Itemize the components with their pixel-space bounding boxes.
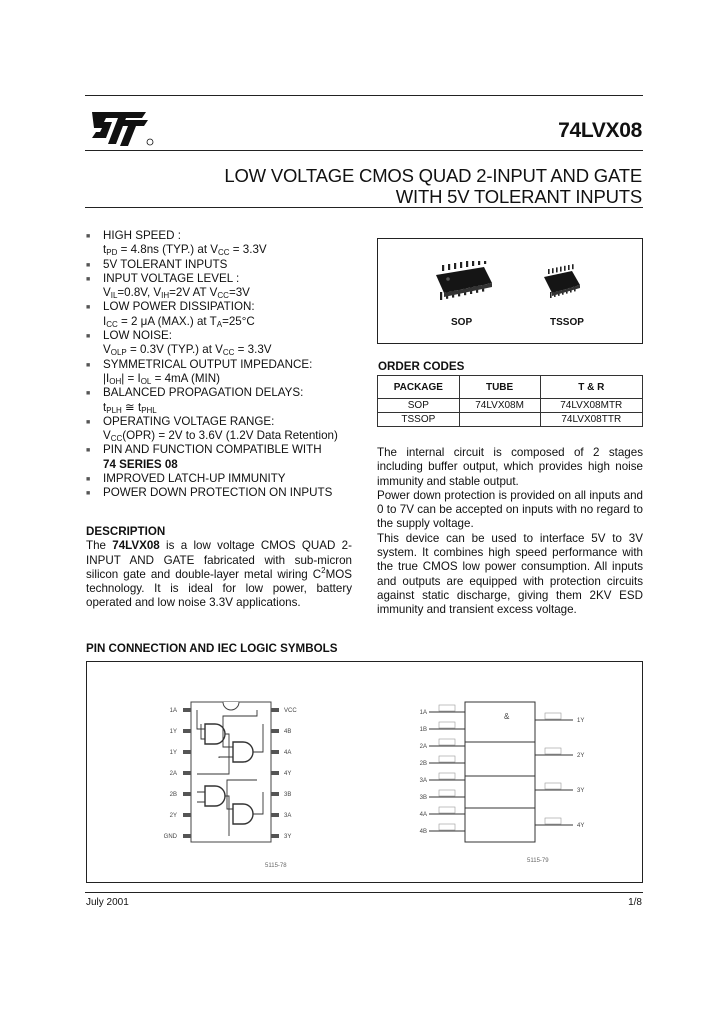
feature-detail: $V_{OLP} = 0.3V$ (TYP.) at $V_{CC} = 3.3V$ — [103, 343, 272, 358]
iec-input-label: 1A — [419, 710, 427, 716]
top-rule — [85, 95, 643, 96]
iec-pin-number-box — [439, 722, 455, 728]
feature-title: PIN AND FUNCTION COMPATIBLE WITH — [103, 443, 322, 457]
dip-pin — [271, 708, 279, 712]
feature-title: LOW NOISE: — [103, 329, 172, 343]
feature-item — [86, 486, 366, 500]
pin-label: 4B — [284, 729, 292, 735]
tssop-package-image — [538, 263, 588, 303]
bullet-icon: ■ — [86, 275, 91, 283]
feature-item — [86, 443, 366, 472]
bullet-icon: ■ — [86, 361, 91, 369]
bullet-icon: ■ — [86, 418, 91, 426]
iec-pin-number-box — [439, 705, 455, 711]
col-tr: T & R — [540, 376, 643, 399]
bullet-icon: ■ — [86, 304, 91, 312]
dip-pin — [183, 813, 191, 817]
dip-pin — [183, 729, 191, 733]
feature-detail: $I_{CC} = 2$ μA (MAX.) at $T_A=25^\circ C$ — [103, 314, 255, 329]
bullet-icon: ■ — [86, 447, 91, 455]
sop-pin — [466, 261, 468, 267]
pin-connection-box — [86, 661, 643, 883]
feature-detail: $|I_{OH}| = I_{OL} = 4mA$ (MIN) — [103, 371, 220, 386]
iec-pin-number-box — [545, 713, 561, 719]
order-codes-heading: ORDER CODES — [378, 360, 465, 373]
footer-rule — [85, 892, 643, 893]
feature-item — [86, 472, 366, 486]
pin-label: 3Y — [284, 834, 292, 840]
iec-input-label: 4B — [419, 829, 427, 835]
iec-input-label: 4A — [419, 812, 427, 818]
feature-item — [86, 415, 366, 444]
sop-package-image — [426, 261, 496, 307]
pin-label: 4A — [284, 750, 292, 756]
feature-detail: $t_{PLH}$ ≅ $t_{PHL}$ — [103, 400, 157, 415]
iec-input-label: 2B — [419, 761, 427, 767]
pin-label: 1Y — [169, 750, 177, 756]
sop-pin — [460, 262, 462, 268]
feature-title: POWER DOWN PROTECTION ON INPUTS — [103, 486, 333, 500]
tssop-pin — [564, 266, 566, 271]
bullet-icon: ■ — [86, 390, 91, 398]
bullet-icon: ■ — [86, 233, 91, 240]
header-rule — [85, 150, 643, 151]
pin-label: GND — [163, 834, 177, 840]
table-row — [378, 399, 643, 413]
paragraph: This device can be used to interface 5V to 3V system. It combines high speed performance with the true CMOS low power consumption. All inputs and outputs are equipped with protection circuits against static discharge, giving them 2KV ESD immunity and transient excess voltage. — [377, 531, 643, 617]
bullet-icon: ■ — [86, 476, 91, 484]
iec-pin-number-box — [439, 824, 455, 830]
dip-pin — [271, 771, 279, 775]
tssop-pin — [572, 264, 574, 269]
pin-label: 3B — [284, 792, 292, 798]
pin-label: VCC — [284, 708, 297, 714]
iec-output-label: 2Y — [577, 753, 585, 759]
sop-pin — [448, 264, 450, 270]
feature-title: INPUT VOLTAGE LEVEL : — [103, 271, 240, 285]
tssop-pin — [548, 269, 550, 274]
dip-pin — [271, 813, 279, 817]
feature-title: HIGH SPEED : — [103, 229, 181, 242]
table-cell — [459, 413, 540, 427]
dip-pinout — [164, 702, 298, 842]
page-title — [224, 165, 642, 207]
table-row — [378, 413, 643, 427]
feature-detail: $t_{PD} = 4.8ns$ (TYP.) at $V_{CC} = 3.3V$ — [103, 243, 267, 258]
description-text: The 74LVX08 is a low voltage CMOS QUAD 2-INPUT AND GATE fabricated with sub-micron silicon gate and double-layer metal wiring $C^2MOS$ technology. It is ideal for low power, battery operated and low noise 3.3V applications. — [86, 539, 352, 610]
svg-text:&: & — [504, 712, 510, 721]
iec-output-label: 4Y — [577, 823, 585, 829]
description-section — [86, 525, 352, 611]
st-logo — [86, 104, 156, 150]
package-box — [377, 238, 643, 344]
feature-item — [86, 229, 366, 258]
iec-input-label: 1B — [419, 727, 427, 733]
iec-input-label: 3A — [419, 778, 427, 784]
iec-output-label: 1Y — [577, 718, 585, 724]
title-line-2: WITH 5V TOLERANT INPUTS — [395, 186, 642, 207]
iec-logic-symbol — [420, 702, 585, 864]
table-cell: SOP — [378, 399, 460, 413]
dip-pin — [183, 771, 191, 775]
feature-detail: 74 SERIES 08 — [103, 457, 178, 471]
title-rule — [85, 207, 643, 208]
iec-output-label: 3Y — [577, 788, 585, 794]
sop-pin — [440, 292, 442, 300]
tssop-pin — [556, 267, 558, 272]
feature-item — [86, 272, 366, 301]
iec-pin-number-box — [439, 790, 455, 796]
pin-label: 2A — [169, 771, 177, 777]
bullet-icon: ■ — [86, 490, 91, 498]
order-codes-table — [377, 375, 643, 427]
footer-date: July 2001 — [86, 897, 129, 908]
sop-pin — [484, 261, 486, 264]
svg-text:5115-78: 5115-78 — [265, 863, 287, 869]
col-package: PACKAGE — [378, 376, 460, 399]
tssop-pin — [552, 268, 554, 273]
feature-item — [86, 258, 366, 272]
sop-pin — [442, 265, 444, 271]
features-list — [86, 229, 366, 501]
dip-pin — [183, 792, 191, 796]
order-header-row — [378, 376, 643, 399]
dip-pin — [183, 834, 191, 838]
bullet-icon: ■ — [86, 261, 91, 269]
iec-pin-number-box — [545, 748, 561, 754]
feature-title: SYMMETRICAL OUTPUT IMPEDANCE: — [103, 357, 313, 371]
feature-item — [86, 386, 366, 415]
dip-pin — [271, 750, 279, 754]
feature-item — [86, 300, 366, 329]
feature-item — [86, 358, 366, 387]
pin-label: 1Y — [169, 729, 177, 735]
iec-pin-number-box — [439, 739, 455, 745]
iec-input-label: 2A — [419, 744, 427, 750]
dip-pin — [271, 729, 279, 733]
dip-pin — [271, 834, 279, 838]
table-cell: 74LVX08MTR — [540, 399, 643, 413]
tssop-pin — [560, 267, 562, 272]
paragraph: The internal circuit is composed of 2 stages including buffer output, which provides high noise immunity and stable output. — [377, 446, 643, 488]
paragraph: Power down protection is provided on all inputs and 0 to 7V can be accepted on inputs with no regard to the supply voltage. — [377, 488, 643, 531]
pin-label: 2B — [169, 792, 177, 798]
table-cell: 74LVX08M — [459, 399, 540, 413]
sop-pin — [454, 263, 456, 269]
table-cell: TSSOP — [378, 413, 460, 427]
tssop-pin — [568, 265, 570, 270]
feature-title: LOW POWER DISSIPATION: — [103, 300, 255, 314]
iec-pin-number-box — [439, 807, 455, 813]
tssop-label: TSSOP — [550, 317, 584, 328]
sop-pin — [472, 261, 474, 266]
iec-pin-number-box — [545, 783, 561, 789]
iec-pin-number-box — [545, 818, 561, 824]
tssop-pin — [550, 292, 552, 298]
title-line-1: LOW VOLTAGE CMOS QUAD 2-INPUT AND GATE — [224, 165, 642, 186]
iec-pin-number-box — [439, 773, 455, 779]
pin-diagrams — [87, 662, 642, 882]
dip-pin — [183, 750, 191, 754]
sop-pin — [478, 261, 480, 265]
col-tube: TUBE — [459, 376, 540, 399]
dip-pin — [271, 792, 279, 796]
feature-item — [86, 329, 366, 358]
pin-label: 1A — [169, 708, 177, 714]
iec-input-label: 3B — [419, 795, 427, 801]
svg-text:5115-79: 5115-79 — [527, 858, 549, 864]
bullet-icon: ■ — [86, 333, 91, 341]
device-description — [377, 446, 643, 618]
part-number: 74LVX08 — [558, 119, 642, 142]
dip-pin — [183, 708, 191, 712]
feature-title: IMPROVED LATCH-UP IMMUNITY — [103, 472, 286, 486]
pin-label: 3A — [284, 813, 292, 819]
sop-label: SOP — [451, 317, 473, 328]
description-heading: DESCRIPTION — [86, 525, 166, 538]
iec-pin-number-box — [439, 756, 455, 762]
pin-label: 4Y — [284, 771, 292, 777]
pin-label: 2Y — [169, 813, 177, 819]
feature-title: BALANCED PROPAGATION DELAYS: — [103, 386, 304, 400]
table-cell: 74LVX08TTR — [540, 413, 643, 427]
feature-title: 5V TOLERANT INPUTS — [103, 257, 228, 271]
feature-title: OPERATING VOLTAGE RANGE: — [103, 414, 275, 428]
pin-connection-heading: PIN CONNECTION AND IEC LOGIC SYMBOLS — [86, 642, 338, 655]
feature-detail: $V_{CC}(OPR) = 2V$ to 3.6V (1.2V Data Retention) — [103, 429, 338, 444]
feature-detail: $V_{IL}=0.8V$, $V_{IH}=2V$ AT $V_{CC}=3V$ — [103, 286, 250, 301]
page-number: 1/8 — [628, 897, 642, 908]
